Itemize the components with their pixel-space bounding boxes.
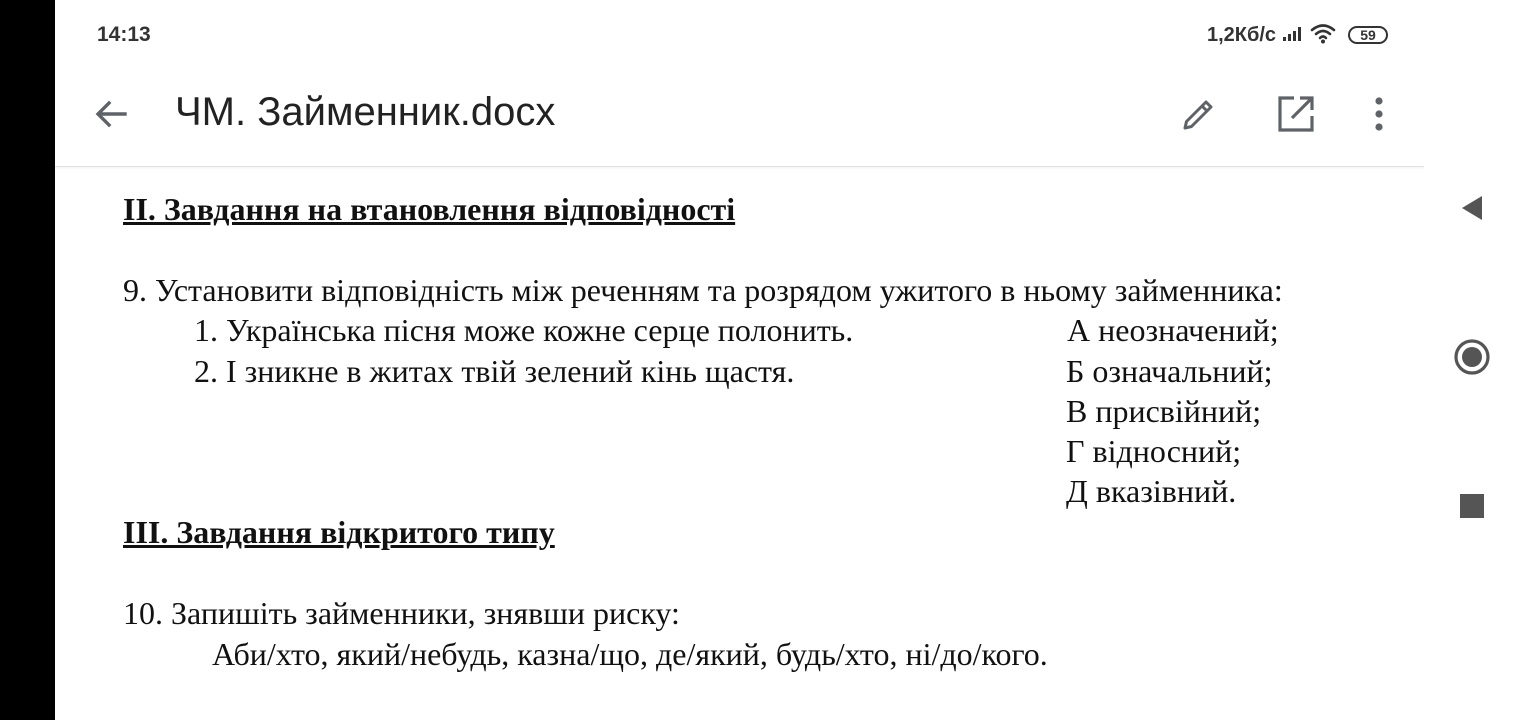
section-heading-2: II. Завдання на втановлення відповідності [123, 191, 736, 227]
network-speed: 1,2Кб/с [1206, 23, 1276, 46]
task-9-option-d: Д вказівний. [1066, 473, 1237, 509]
document-title: ЧМ. Займенник.docx [175, 90, 556, 134]
recents-square-icon [1459, 493, 1485, 524]
status-indicators [1207, 22, 1388, 48]
app-toolbar [55, 70, 1424, 167]
nav-recents-button[interactable] [1452, 488, 1492, 528]
task-9-option-g: Г відносний; [1066, 433, 1242, 469]
task-10-words: Аби/хто, який/небудь, казна/що, де/який, будь/хто, ні/до/кого. [212, 636, 1048, 672]
task-9-option-b: Б означальний; [1066, 353, 1273, 389]
nav-back-button[interactable] [1452, 190, 1492, 230]
status-bar [55, 0, 1424, 70]
wifi-icon [1310, 22, 1336, 49]
open-external-icon [1276, 94, 1316, 139]
back-triangle-icon [1460, 194, 1484, 227]
signal-icon [1282, 25, 1304, 46]
task-9-option-v: В присвійний; [1066, 393, 1262, 429]
document-body [55, 167, 1424, 720]
back-button[interactable] [89, 94, 133, 138]
section-heading-3: III. Завдання відкритого типу [123, 514, 555, 550]
task-9-prompt: 9. Установити відповідність між реченням та розрядом ужитого в ньому займенника: [123, 272, 1283, 308]
nav-home-button[interactable] [1452, 339, 1492, 379]
left-black-strip [0, 0, 55, 720]
task-9-option-a: А неозначений; [1067, 312, 1279, 348]
battery-level: 59 [1360, 27, 1376, 43]
home-circle-icon [1453, 338, 1491, 381]
edit-icon [1179, 94, 1219, 139]
app-screen [55, 0, 1424, 720]
open-external-button[interactable] [1270, 90, 1322, 142]
task-10-prompt: 10. Запишіть займенники, знявши риску: [123, 595, 680, 631]
back-arrow-icon [93, 96, 129, 137]
more-options-button[interactable] [1353, 90, 1405, 142]
system-nav-bar [1424, 0, 1520, 720]
status-time: 14:13 [97, 23, 151, 46]
edit-button[interactable] [1173, 90, 1225, 142]
more-vert-icon [1373, 96, 1385, 137]
task-9-sentence-1: 1. Українська пісня може кожне серце полонить. [194, 312, 854, 348]
task-9-sentence-2: 2. І зникне в житах твій зелений кінь щастя. [194, 353, 795, 389]
battery-icon [1348, 26, 1388, 44]
